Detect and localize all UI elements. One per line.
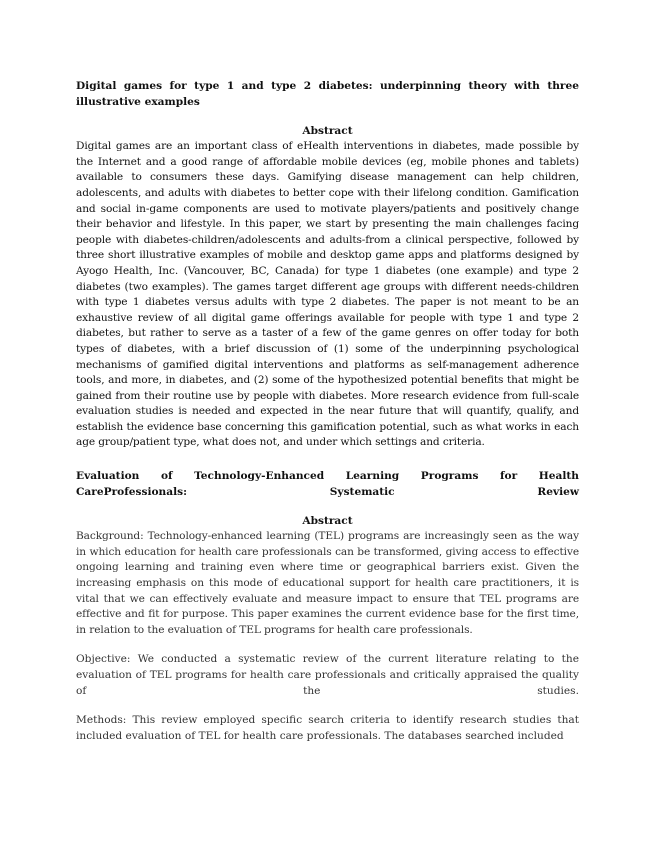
paper2-objective: Objective: We conducted a systematic review of the current literature relating to the evaluation of TEL programs for health care professionals and critically appraised the quality of the studies. (76, 653, 579, 697)
paper2-methods: Methods: This review employed specific search criteria to identify research studies that included evaluation of TEL for health care professionals. The databases searched included (76, 714, 579, 742)
paper1-abstract-heading: Abstract (302, 125, 353, 138)
paper2-background: Background: Technology-enhanced learning (TEL) programs are increasingly seen as the way in which education for health care professionals can be transformed, giving access to effective ongoing learning and training even where time or geographical barriers exist. Given the increasing emphasis on this mode of educational support for health care practitioners, it is vital that we can effectively evaluate and measure impact to ensure that TEL programs are effective and fit for purpose. This paper examines the current evidence base for the first time, in relation to the evaluation of TEL programs for health care professionals. (76, 530, 579, 636)
document-body (76, 79, 579, 744)
paper2-abstract-heading: Abstract (302, 515, 353, 528)
paper2-title (76, 469, 579, 500)
paper1-title: Digital games for type 1 and type 2 diabetes: underpinning theory with three illustrative examples (76, 80, 579, 108)
paper2-title-text: Evaluation of Technology-Enhanced Learning Programs for Health CareProfessionals: Systematic Review (76, 470, 579, 498)
paper1-abstract: Digital games are an important class of eHealth interventions in diabetes, made possible by the Internet and a good range of affordable mobile devices (eg, mobile phones and tablets) available to consumers these days. Gamifying disease management can help children, adolescents, and adults with diabetes to better cope with their lifelong condition. Gamification and social in-game components are used to motivate players/patients and positively change their behavior and lifestyle. In this paper, we start by presenting the main challenges facing people with diabetes-children/adolescents and adults-from a clinical perspective, followed by three short illustrative examples of mobile and desktop game apps and platforms designed by Ayogo Health, Inc. (Vancouver, BC, Canada) for type 1 diabetes (one example) and type 2 diabetes (two examples). The games target different age groups with different needs-children with type 1 diabetes versus adults with type 2 diabetes. The paper is not meant to be an exhaustive review of all digital game offerings available for people with type 1 and type 2 diabetes, but rather to serve as a taster of a few of the game genres on offer today for both types of diabetes, with a brief discussion of (1) some of the underpinning psychological mechanisms of gamified digital interventions and platforms as self-management adherence tools, and more, in diabetes, and (2) some of the hypothesized potential benefits that might be gained from their routine use by people with diabetes. More research evidence from full-scale evaluation studies is needed and expected in the near future that will quantify, qualify, and establish the evidence base concerning this gamification potential, such as what works in each age group/patient type, what does not, and under which settings and criteria. (76, 140, 579, 449)
